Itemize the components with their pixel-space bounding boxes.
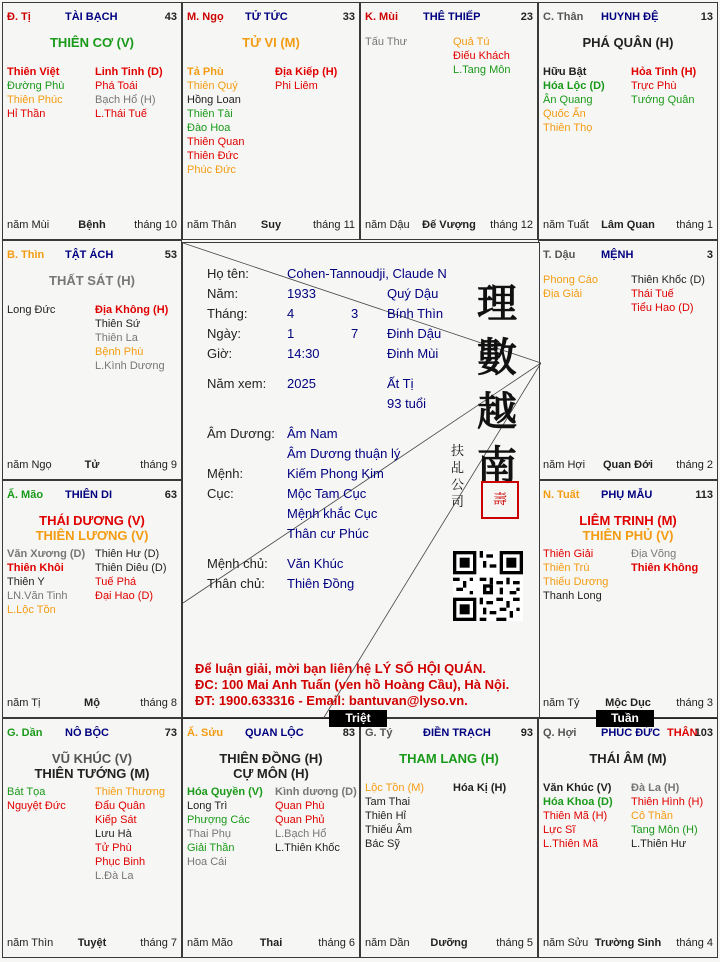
minor-star: Văn Khúc (V): [543, 782, 612, 794]
palace-name: HUYNH ĐỆ: [601, 11, 659, 23]
foot-stage: Thai: [259, 937, 283, 949]
palace-branch: G. Dần: [7, 727, 43, 739]
minor-star: L.Thiên Khốc: [275, 842, 340, 854]
birth-year: 1933: [287, 286, 316, 301]
minor-star: Đà La (H): [631, 782, 680, 794]
minor-star: Địa Không (H): [95, 304, 169, 316]
minor-star: Lực Sĩ: [543, 824, 576, 836]
minor-star: Tướng Quân: [631, 94, 695, 106]
triet-badge: Triệt: [329, 710, 387, 727]
day-label: Ngày:: [207, 326, 241, 341]
palace-age-number: 43: [164, 11, 177, 23]
minor-star: Kình dương (D): [275, 786, 357, 798]
palace-branch: Q. Hợi: [543, 727, 577, 739]
major-star: THIÊN LƯƠNG (V): [35, 528, 149, 543]
minor-star: Thiên Sứ: [95, 318, 141, 330]
palace-name: PHÚC ĐỨC: [601, 727, 661, 739]
minor-star: Thiên La: [95, 332, 138, 344]
foot-month: tháng 12: [490, 219, 533, 231]
minor-star: Thiên Thọ: [543, 122, 593, 134]
palace-age-number: 113: [695, 489, 713, 501]
major-star: THÁI ÂM (M): [589, 751, 667, 766]
minor-stars-right: [95, 303, 168, 373]
minor-star: Hóa Lộc (D): [543, 80, 605, 92]
minor-star: Địa Võng: [631, 548, 677, 560]
minor-stars-left: [187, 65, 244, 177]
minor-stars-right: [95, 785, 165, 883]
palace-cell[interactable]: [2, 718, 182, 958]
contact-line-1: Để luận giải, mời bạn liên hệ LÝ SỐ HỘI QUÁN.: [195, 661, 486, 676]
minor-star: LN.Văn Tinh: [7, 590, 68, 602]
minor-stars-right: [275, 65, 337, 93]
minor-star: Hỉ Thần: [7, 108, 46, 120]
minor-stars-right: [275, 785, 357, 855]
minor-stars-left: [187, 785, 263, 869]
minor-star: Giải Thần: [187, 842, 235, 854]
palace-cell[interactable]: [182, 718, 360, 958]
foot-year: năm Tý: [543, 697, 580, 709]
contact-address: ĐC: 100 Mai Anh Tuấn (ven hồ Hoàng Cầu), Hà Nội.: [195, 677, 510, 692]
minor-star: Thiên Khốc (D): [631, 274, 705, 286]
view-year-canchi: Ất Tị: [387, 376, 414, 391]
minor-star: Phục Binh: [95, 856, 146, 868]
minor-stars-right: [453, 781, 506, 795]
minor-star: Phượng Các: [187, 814, 250, 826]
foot-stage: Bệnh: [78, 219, 106, 231]
palace-age-number: 73: [164, 727, 177, 739]
minor-star: Tuế Phá: [95, 576, 137, 588]
cuc-note: Mệnh khắc Cục: [287, 506, 378, 521]
than-marker: THÂN: [667, 727, 698, 739]
month-label: Tháng:: [207, 306, 248, 321]
foot-month: tháng 2: [676, 459, 713, 471]
minor-star: Kiếp Sát: [95, 814, 137, 826]
minor-star: Thanh Long: [543, 590, 602, 602]
foot-year: năm Hợi: [543, 459, 586, 471]
foot-stage: Lâm Quan: [601, 219, 655, 231]
palace-branch: B. Thìn: [7, 249, 45, 261]
palace-cell[interactable]: [538, 718, 718, 958]
palace-name: ĐIỀN TRẠCH: [423, 727, 491, 739]
birth-year-canchi: Quý Dậu: [387, 286, 439, 301]
minor-star: Long Trì: [187, 800, 228, 812]
minor-star: Thai Phụ: [187, 828, 232, 840]
minor-star: L.Thái Tuế: [95, 108, 147, 120]
major-star: THIÊN CƠ (V): [49, 35, 135, 50]
foot-year: năm Thân: [187, 219, 237, 231]
minor-star: Đẩu Quân: [95, 800, 146, 812]
minor-star: Hồng Loan: [187, 94, 241, 106]
foot-year: năm Mão: [187, 937, 233, 949]
day-canchi: Đinh Dậu: [387, 326, 442, 341]
minor-star: Thiên Phúc: [7, 94, 63, 106]
palace-age-number: 3: [706, 249, 713, 261]
calligraphy-logo: 理 數 越 南: [477, 280, 517, 489]
menh-label: Mệnh:: [207, 466, 244, 481]
amduong-label: Âm Dương:: [207, 426, 275, 441]
minor-star: L.Bạch Hổ: [275, 828, 327, 840]
minor-star: Đại Hao (D): [95, 590, 154, 602]
minor-star: Lộc Tồn (M): [365, 782, 425, 794]
minor-stars-left: [543, 547, 608, 603]
minor-star: Thiên Giải: [543, 548, 594, 560]
minor-star: Phong Cáo: [543, 274, 599, 286]
minor-star: Địa Kiếp (H): [275, 66, 338, 78]
tuan-badge: Tuần: [596, 710, 654, 727]
minor-star: Thiếu Âm: [365, 824, 413, 836]
minor-star: L.Thiên Hư: [631, 838, 687, 850]
palace-age-number: 13: [700, 11, 713, 23]
minor-star: Hóa Kị (H): [453, 782, 507, 794]
minor-star: Tiểu Hao (D): [631, 302, 694, 314]
lunar-month: 3: [351, 306, 359, 321]
month-canchi: Bính Thìn: [387, 306, 444, 321]
palace-name: QUAN LỘC: [245, 727, 304, 739]
minor-star: Thiên Không: [631, 562, 699, 574]
minor-stars-right: [631, 65, 696, 107]
foot-stage: Tử: [84, 459, 100, 471]
foot-month: tháng 3: [676, 697, 713, 709]
minor-star: Thiên Việt: [7, 66, 60, 78]
minor-stars-left: [543, 273, 598, 301]
minor-stars-left: [7, 65, 64, 121]
palace-branch: M. Ngọ: [187, 11, 224, 23]
minor-star: L.Kình Dương: [95, 360, 165, 372]
minor-stars-left: [543, 781, 613, 851]
than-cu: Thân cư Phúc: [287, 526, 369, 541]
palace-name: PHỤ MẪU: [601, 489, 653, 501]
foot-month: tháng 1: [676, 219, 713, 231]
foot-stage: Mộc Dục: [605, 697, 651, 709]
palace-branch: G. Tý: [365, 727, 393, 739]
menhchu: Văn Khúc: [287, 556, 344, 571]
palace-cell[interactable]: [2, 240, 182, 480]
minor-star: Quan Phù: [275, 800, 325, 812]
palace-age-number: 63: [164, 489, 177, 501]
minor-star: Thiên Mã (H): [543, 810, 608, 822]
palace-name: MỆNH: [601, 249, 634, 261]
foot-month: tháng 6: [318, 937, 355, 949]
palace-name: TẬT ÁCH: [65, 249, 114, 261]
minor-star: Tam Thai: [365, 796, 411, 808]
palace-branch: Ấ. Sửu: [187, 727, 224, 739]
major-star: THIÊN ĐỒNG (H): [219, 751, 323, 766]
hour-label: Giờ:: [207, 346, 233, 361]
minor-stars-right: [631, 547, 698, 575]
foot-stage: Đế Vượng: [422, 219, 476, 231]
foot-year: năm Dậu: [365, 219, 410, 231]
minor-star: Bạch Hổ (H): [95, 94, 156, 106]
palace-cell[interactable]: [360, 2, 538, 240]
minor-star: Bát Tọa: [7, 786, 46, 798]
palace-name: TỬ TỨC: [245, 11, 288, 23]
palace-cell[interactable]: [2, 2, 182, 240]
minor-star: Thiên Trù: [543, 562, 590, 574]
foot-year: năm Thìn: [7, 937, 54, 949]
palace-age-number: 83: [342, 727, 355, 739]
minor-star: Hữu Bật: [543, 66, 587, 78]
palace-branch: T. Dậu: [543, 249, 576, 261]
foot-stage: Quan Đới: [603, 459, 653, 471]
minor-star: Ân Quang: [543, 94, 593, 106]
major-star: THIÊN PHỦ (V): [582, 528, 674, 543]
minor-star: Hóa Khoa (D): [543, 796, 613, 808]
palace-age-number: 33: [342, 11, 355, 23]
minor-star: Thiên Diêu (D): [95, 562, 167, 574]
seal-text: 扶 乩 公 司: [451, 444, 465, 510]
amduong-note: Âm Dương thuận lý: [287, 446, 401, 461]
foot-stage: Suy: [260, 219, 282, 231]
minor-star: Long Đức: [7, 304, 56, 316]
minor-star: Tả Phù: [187, 66, 224, 78]
minor-star: Thiên Quan: [187, 136, 245, 148]
birth-day: 1: [287, 326, 295, 341]
foot-stage: Trường Sinh: [594, 937, 662, 949]
view-year: 2025: [287, 376, 316, 391]
red-seal-icon: 壽: [481, 481, 519, 519]
palace-name: NÔ BỘC: [65, 727, 109, 739]
palace-branch: N. Tuất: [543, 489, 580, 501]
menh: Kiếm Phong Kim: [287, 466, 384, 481]
minor-stars-left: [7, 303, 55, 317]
qr-code[interactable]: [453, 551, 523, 621]
palace-name: TÀI BẠCH: [65, 11, 118, 23]
foot-stage: Mộ: [84, 697, 100, 709]
minor-star: Trực Phù: [631, 80, 677, 92]
minor-star: Thiếu Dương: [543, 576, 609, 588]
palace-name: THÊ THIẾP: [423, 11, 481, 23]
minor-star: Thiên Hình (H): [631, 796, 704, 808]
minor-stars-left: [365, 35, 407, 49]
minor-star: Hỏa Tinh (H): [631, 66, 697, 78]
minor-star: Thiên Hỉ: [365, 810, 406, 822]
palace-cell[interactable]: [538, 240, 718, 480]
minor-stars-right: [631, 273, 705, 315]
minor-star: Thái Tuế: [631, 288, 674, 300]
major-star: VŨ KHÚC (V): [51, 751, 133, 766]
palace-branch: C. Thân: [543, 11, 584, 23]
foot-year: năm Tuất: [543, 219, 589, 231]
palace-cell[interactable]: [182, 2, 360, 240]
year-label: Năm:: [207, 286, 239, 301]
palace-cell[interactable]: [2, 480, 182, 718]
cuc: Mộc Tam Cục: [287, 486, 367, 501]
thanchu-label: Thân chủ:: [207, 576, 265, 591]
minor-star: Lưu Hà: [95, 828, 132, 840]
palace-age-number: 53: [164, 249, 177, 261]
minor-star: L.Đà La: [95, 870, 134, 882]
minor-star: Hóa Quyền (V): [187, 786, 263, 798]
major-star: CỰ MÔN (H): [233, 766, 309, 781]
palace-cell[interactable]: [538, 2, 718, 240]
cuc-label: Cục:: [207, 486, 234, 501]
major-star: THIÊN TƯỚNG (M): [34, 766, 150, 781]
foot-year: năm Dần: [365, 937, 410, 949]
minor-star: Quan Phủ: [275, 814, 325, 826]
tuvi-chart: [2, 2, 718, 958]
minor-star: Tử Phù: [95, 842, 132, 854]
minor-star: Đường Phù: [7, 80, 65, 92]
palace-cell[interactable]: [360, 718, 538, 958]
minor-stars-right: [631, 781, 703, 851]
minor-star: Quốc Ấn: [543, 108, 586, 120]
minor-star: Điếu Khách: [453, 50, 510, 62]
palace-age-number: 103: [694, 727, 713, 739]
palace-name: THIÊN DI: [65, 489, 113, 501]
minor-stars-left: [7, 785, 66, 813]
hour-canchi: Đinh Mùi: [387, 346, 439, 361]
palace-branch: K. Mùi: [365, 11, 398, 23]
minor-stars-left: [7, 547, 85, 617]
foot-month: tháng 4: [676, 937, 713, 949]
major-star: TỬ VI (M): [242, 35, 300, 50]
birth-hour: 14:30: [287, 346, 320, 361]
minor-stars-left: [365, 781, 424, 851]
minor-star: Bệnh Phù: [95, 346, 144, 358]
foot-month: tháng 8: [140, 697, 177, 709]
major-star: THAM LANG (H): [399, 751, 499, 766]
minor-star: Địa Giải: [543, 288, 583, 300]
minor-star: L.Thiên Mã: [543, 838, 599, 850]
foot-month: tháng 11: [312, 219, 355, 231]
minor-star: Văn Xương (D): [7, 548, 86, 560]
minor-star: Thiên Tài: [187, 108, 233, 120]
minor-stars-right: [453, 35, 510, 77]
minor-star: Thiên Thương: [95, 786, 166, 798]
age: 93 tuổi: [387, 396, 427, 411]
minor-star: L.Tang Môn: [453, 64, 511, 76]
center-info-panel: [182, 242, 540, 718]
foot-year: năm Tị: [7, 697, 41, 709]
minor-star: Phi Liêm: [275, 80, 318, 92]
minor-star: Thiên Y: [7, 576, 45, 588]
foot-month: tháng 7: [140, 937, 177, 949]
palace-branch: Đ. Tị: [7, 11, 31, 23]
foot-stage: Dưỡng: [430, 937, 468, 949]
foot-month: tháng 5: [496, 937, 533, 949]
minor-star: Thiên Hư (D): [95, 548, 160, 560]
foot-stage: Tuyệt: [77, 937, 107, 949]
minor-star: Phúc Đức: [187, 164, 236, 176]
minor-star: Phá Toái: [95, 80, 138, 92]
palace-cell[interactable]: [538, 480, 718, 718]
person-name: Cohen-Tannoudji, Claude N: [287, 266, 447, 281]
minor-star: Đào Hoa: [187, 122, 231, 134]
minor-star: Bác Sỹ: [365, 838, 400, 850]
lunar-day: 7: [351, 326, 359, 341]
minor-star: Linh Tinh (D): [95, 66, 163, 78]
birth-month: 4: [287, 306, 295, 321]
minor-star: Thiên Đức: [187, 150, 239, 162]
major-star: PHÁ QUÂN (H): [582, 35, 674, 50]
foot-month: tháng 9: [140, 459, 177, 471]
minor-star: L.Lộc Tồn: [7, 604, 56, 616]
minor-star: Nguyệt Đức: [7, 800, 66, 812]
palace-branch: Ấ. Mão: [7, 489, 44, 501]
major-star: THẤT SÁT (H): [49, 273, 135, 288]
minor-stars-right: [95, 547, 167, 603]
minor-star: Quả Tú: [453, 36, 490, 48]
major-star: LIÊM TRINH (M): [579, 513, 677, 528]
foot-year: năm Mùi: [7, 219, 50, 231]
minor-star: Thiên Quý: [187, 80, 238, 92]
minor-star: Tang Môn (H): [631, 824, 698, 836]
palace-age-number: 93: [520, 727, 533, 739]
amduong: Âm Nam: [287, 426, 338, 441]
minor-star: Tấu Thư: [365, 36, 408, 48]
major-star: THÁI DƯƠNG (V): [39, 513, 145, 528]
foot-month: tháng 10: [134, 219, 177, 231]
palace-age-number: 23: [520, 11, 533, 23]
minor-star: Hoa Cái: [187, 856, 227, 868]
minor-stars-left: [543, 65, 605, 135]
foot-year: năm Ngọ: [7, 459, 52, 471]
minor-stars-right: [95, 65, 163, 121]
contact-phone-email[interactable]: ĐT: 1900.633316 - Email: bantuvan@lyso.vn.: [195, 693, 468, 708]
view-year-label: Năm xem:: [207, 376, 267, 391]
name-label: Họ tên:: [207, 266, 249, 281]
thanchu: Thiên Đồng: [287, 576, 355, 591]
foot-year: năm Sửu: [543, 937, 589, 949]
minor-star: Cô Thần: [631, 810, 673, 822]
menhchu-label: Mệnh chủ:: [207, 556, 268, 571]
minor-star: Thiên Khôi: [7, 562, 64, 574]
